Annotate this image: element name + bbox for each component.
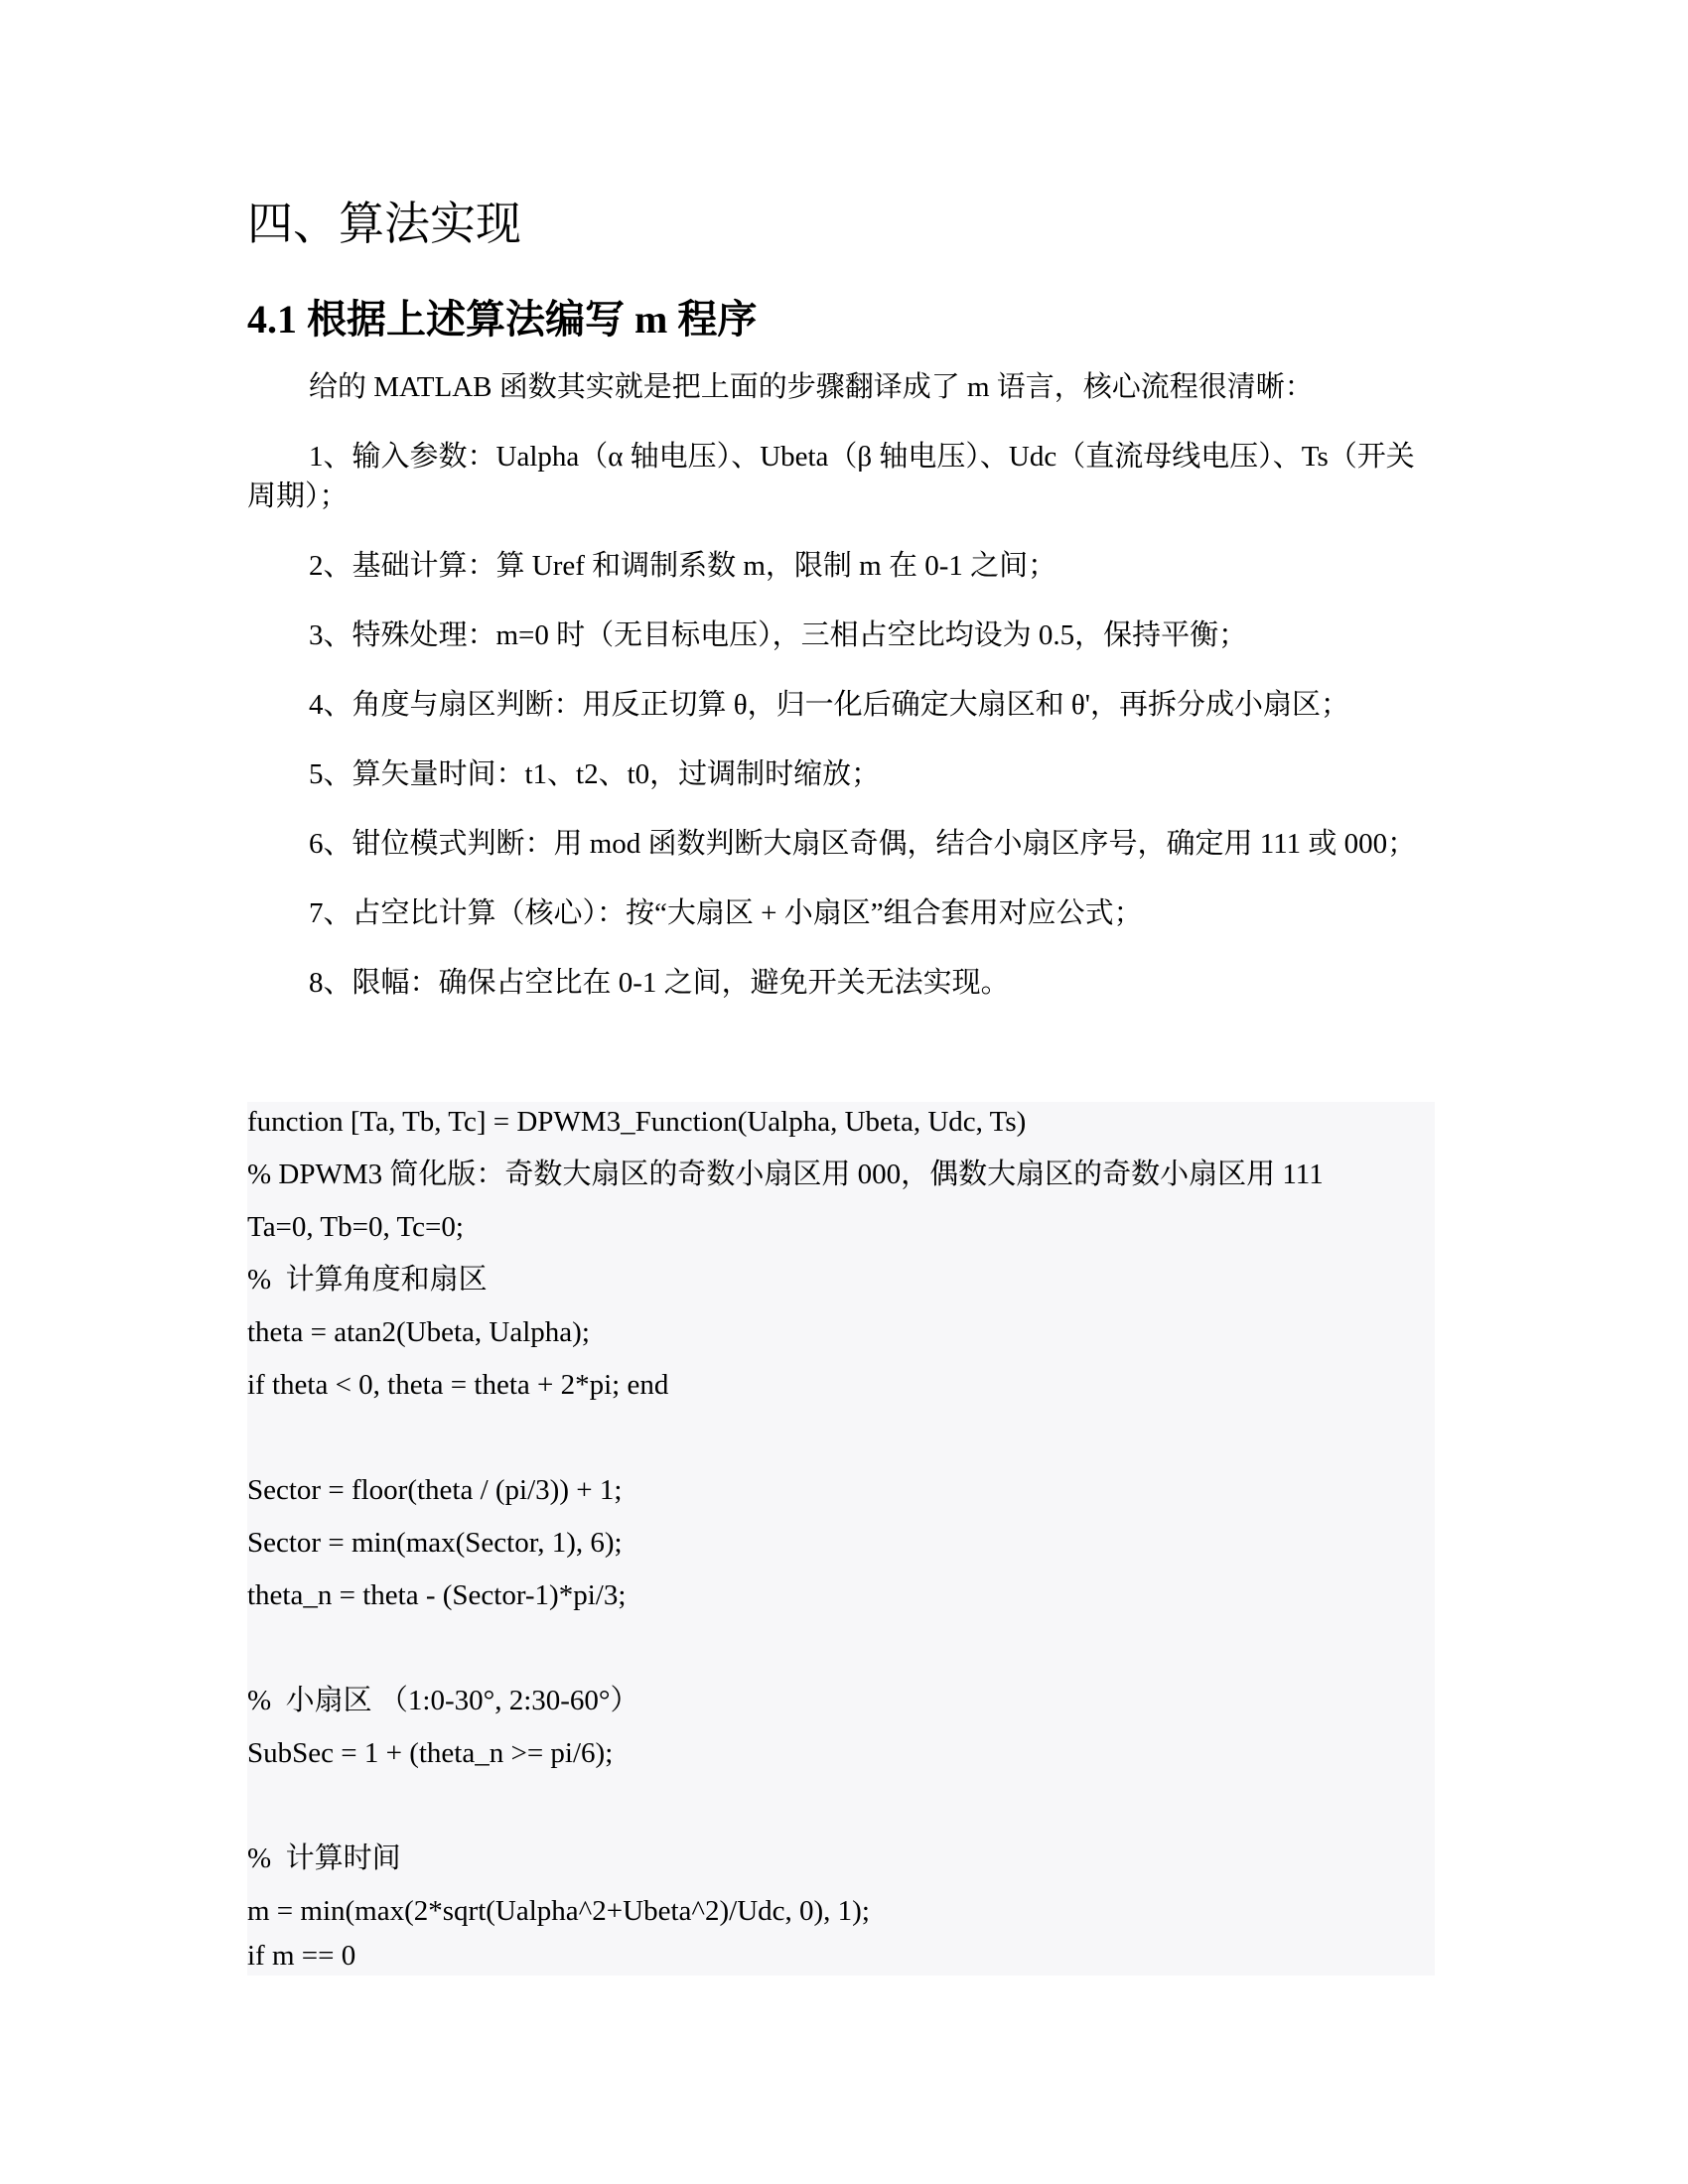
code-line: % 计算时间 <box>247 1843 401 1874</box>
step-item-1: 1、输入参数：Ualpha（α 轴电压）、Ubeta（β 轴电压）、Udc（直流母线电压）、Ts（开关周期）； <box>247 441 1415 512</box>
code-line: % 小扇区 （1:0-30°, 2:30-60°） <box>247 1685 639 1716</box>
intro-paragraph: 给的 MATLAB 函数其实就是把上面的步骤翻译成了 m 语言，核心流程很清晰： <box>309 371 1314 403</box>
code-line: % DPWM3 简化版：奇数大扇区的奇数小扇区用 000，偶数大扇区的奇数小扇区用 111 <box>247 1159 1324 1190</box>
step-item-4: 4、角度与扇区判断：用反正切算 θ，归一化后确定大扇区和 θ'，再拆分成小扇区； <box>309 689 1350 721</box>
step-item-2: 2、基础计算：算 Uref 和调制系数 m，限制 m 在 0-1 之间； <box>309 550 1057 582</box>
code-line: theta_n = theta - (Sector-1)*pi/3; <box>247 1579 627 1611</box>
section-heading: 四、算法实现 <box>247 199 521 249</box>
step-item-7: 7、占空比计算（核心）：按“大扇区 + 小扇区”组合套用对应公式； <box>309 897 1143 929</box>
code-block <box>247 1102 1435 1976</box>
subsection-heading: 4.1 根据上述算法编写 m 程序 <box>247 297 758 341</box>
code-line: Sector = floor(theta / (pi/3)) + 1; <box>247 1474 623 1506</box>
code-line: % 计算角度和扇区 <box>247 1264 488 1296</box>
code-line: if m == 0 <box>247 1940 356 1972</box>
code-line: function [Ta, Tb, Tc] = DPWM3_Function(Ualpha, Ubeta, Udc, Ts) <box>247 1106 1027 1138</box>
code-line: Ta=0, Tb=0, Tc=0; <box>247 1211 464 1243</box>
code-line: Sector = min(max(Sector, 1), 6); <box>247 1527 623 1559</box>
code-line: SubSec = 1 + (theta_n >= pi/6); <box>247 1737 614 1769</box>
step-item-8: 8、限幅：确保占空比在 0-1 之间，避免开关无法实现。 <box>309 967 1010 999</box>
step-item-5: 5、算矢量时间：t1、t2、t0，过调制时缩放； <box>309 758 881 790</box>
code-line: m = min(max(2*sqrt(Ualpha^2+Ubeta^2)/Udc, 0), 1); <box>247 1895 870 1927</box>
code-line: if theta < 0, theta = theta + 2*pi; end <box>247 1369 669 1401</box>
code-line: theta = atan2(Ubeta, Ualpha); <box>247 1316 590 1348</box>
step-item-3: 3、特殊处理：m=0 时（无目标电压），三相占空比均设为 0.5，保持平衡； <box>309 619 1248 651</box>
step-item-6: 6、钳位模式判断：用 mod 函数判断大扇区奇偶，结合小扇区序号，确定用 111 或 000； <box>309 828 1417 860</box>
